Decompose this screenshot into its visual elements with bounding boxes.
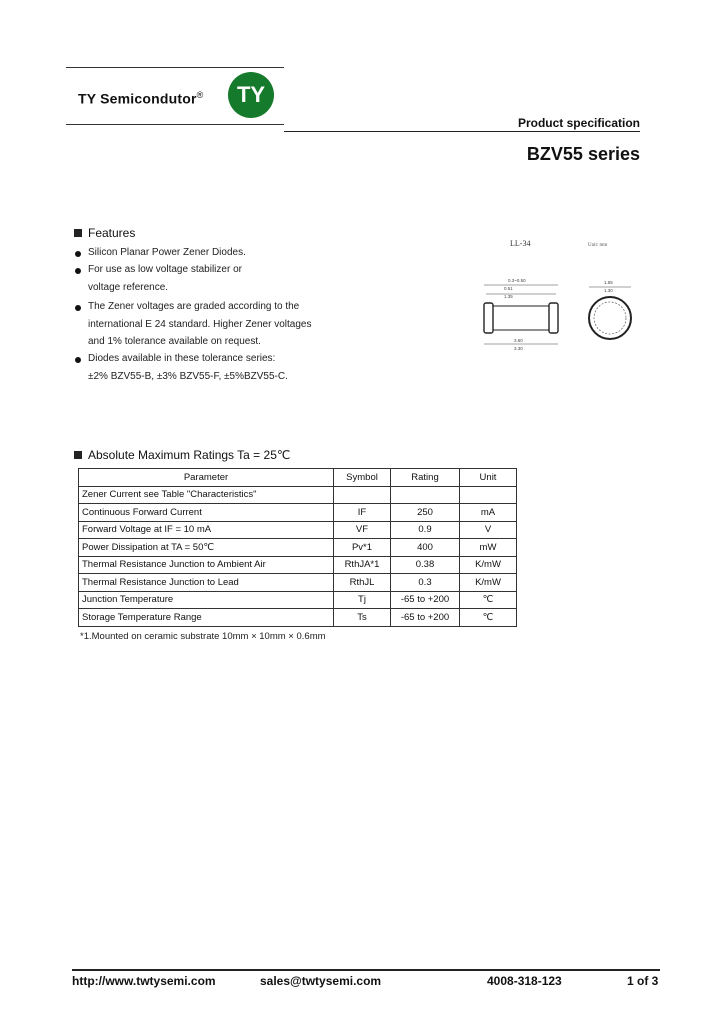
- bullet-icon: [75, 357, 81, 363]
- dim-label: 0.51: [504, 286, 513, 291]
- dim-label: 3.30: [514, 346, 523, 351]
- cell-parameter: Power Dissipation at TA = 50℃: [79, 539, 334, 557]
- cell-parameter: Continuous Forward Current: [79, 504, 334, 522]
- table-row: [79, 591, 517, 609]
- dim-label: 1.55: [604, 280, 613, 285]
- table-row: [79, 556, 517, 574]
- cell-unit: mA: [460, 504, 517, 522]
- features-heading-text: Features: [88, 226, 136, 240]
- cell-parameter: Thermal Resistance Junction to Lead: [79, 574, 334, 592]
- footer-email-link[interactable]: sales@twtysemi.com: [260, 974, 382, 988]
- spec-rule: [284, 131, 640, 132]
- cell-symbol: RthJL: [334, 574, 391, 592]
- square-bullet-icon: [74, 451, 82, 459]
- features-heading: [74, 226, 135, 240]
- page-number: 1 of 3: [627, 974, 659, 988]
- cell-parameter: Thermal Resistance Junction to Ambient Air: [79, 556, 334, 574]
- diode-body: [486, 306, 556, 330]
- cell-rating: 0.9: [391, 521, 460, 539]
- header-top-rule: [66, 67, 284, 68]
- package-unit: Unit: mm: [588, 243, 608, 248]
- cell-symbol: [334, 486, 391, 504]
- dim-label: 0.3~0.50: [508, 278, 526, 283]
- cell-unit: V: [460, 521, 517, 539]
- cell-unit: K/mW: [460, 574, 517, 592]
- package-name: LL-34: [510, 239, 531, 248]
- cell-rating: -65 to +200: [391, 609, 460, 627]
- cell-unit: K/mW: [460, 556, 517, 574]
- bullet-icon: [75, 251, 81, 257]
- company-name: [78, 90, 204, 107]
- cell-parameter: Zener Current see Table "Characteristics": [79, 486, 334, 504]
- cell-rating: 0.3: [391, 574, 460, 592]
- cell-unit: [460, 486, 517, 504]
- series-title: BZV55 series: [526, 144, 640, 164]
- cell-rating: 250: [391, 504, 460, 522]
- cell-symbol: Ts: [334, 609, 391, 627]
- package-drawing: [470, 232, 640, 362]
- cell-rating: -65 to +200: [391, 591, 460, 609]
- registered-mark: ®: [196, 90, 204, 100]
- feature-line: ±2% BZV55-B, ±3% BZV55-F, ±5%BZV55-C.: [88, 371, 288, 382]
- cell-parameter: Storage Temperature Range: [79, 609, 334, 627]
- product-specification-label: Product specification: [517, 116, 640, 130]
- company-name-text: TY Semicondutor: [78, 90, 197, 107]
- cell-symbol: VF: [334, 521, 391, 539]
- feature-line: For use as low voltage stabilizer or: [88, 264, 242, 275]
- table-row: [79, 539, 517, 557]
- dim-label: 1.30: [604, 288, 613, 293]
- company-logo: [228, 72, 274, 118]
- cell-rating: [391, 486, 460, 504]
- logo-text: TY: [236, 82, 266, 107]
- end-view-outer: [589, 297, 631, 339]
- ratings-table: [78, 468, 517, 627]
- cell-symbol: Tj: [334, 591, 391, 609]
- footer-phone: 4008-318-123: [487, 974, 562, 988]
- table-row: [79, 486, 517, 504]
- bullet-icon: [75, 268, 81, 274]
- cell-unit: ℃: [460, 609, 517, 627]
- cell-unit: mW: [460, 539, 517, 557]
- feature-line: Diodes available in these tolerance series:: [88, 353, 276, 364]
- cell-parameter: Forward Voltage at IF = 10 mA: [79, 521, 334, 539]
- footer-rule: [72, 969, 660, 971]
- dim-label: 3.60: [514, 338, 523, 343]
- cell-rating: 400: [391, 539, 460, 557]
- column-header-symbol: Symbol: [334, 469, 391, 487]
- table-header-row: [79, 469, 517, 487]
- column-header-unit: Unit: [460, 469, 517, 487]
- feature-line: international E 24 standard. Higher Zener voltages: [88, 319, 312, 330]
- cell-parameter: Junction Temperature: [79, 591, 334, 609]
- column-header-rating: Rating: [391, 469, 460, 487]
- feature-line: Silicon Planar Power Zener Diodes.: [88, 247, 246, 258]
- table-row: [79, 504, 517, 522]
- dim-label: 1.35: [504, 294, 513, 299]
- table-row: [79, 609, 517, 627]
- column-header-parameter: Parameter: [79, 469, 334, 487]
- cell-symbol: Pv*1: [334, 539, 391, 557]
- cell-unit: ℃: [460, 591, 517, 609]
- header-bottom-rule: [66, 124, 284, 125]
- table-row: [79, 521, 517, 539]
- ratings-heading-text: Absolute Maximum Ratings Ta = 25℃: [88, 448, 291, 462]
- end-view-inner: [594, 302, 626, 334]
- ratings-footnote: *1.Mounted on ceramic substrate 10mm × 10mm × 0.6mm: [80, 631, 326, 642]
- bullet-icon: [75, 305, 81, 311]
- ratings-heading: [74, 448, 290, 462]
- footer-website-link[interactable]: http://www.twtysemi.com: [72, 974, 216, 988]
- square-bullet-icon: [74, 229, 82, 237]
- cell-rating: 0.38: [391, 556, 460, 574]
- feature-line: voltage reference.: [88, 282, 169, 293]
- diode-cap-right: [549, 303, 558, 333]
- cell-symbol: IF: [334, 504, 391, 522]
- cell-symbol: RthJA*1: [334, 556, 391, 574]
- feature-line: and 1% tolerance available on request.: [88, 336, 261, 347]
- diode-cap-left: [484, 303, 493, 333]
- feature-line: The Zener voltages are graded according to the: [88, 301, 300, 312]
- table-row: [79, 574, 517, 592]
